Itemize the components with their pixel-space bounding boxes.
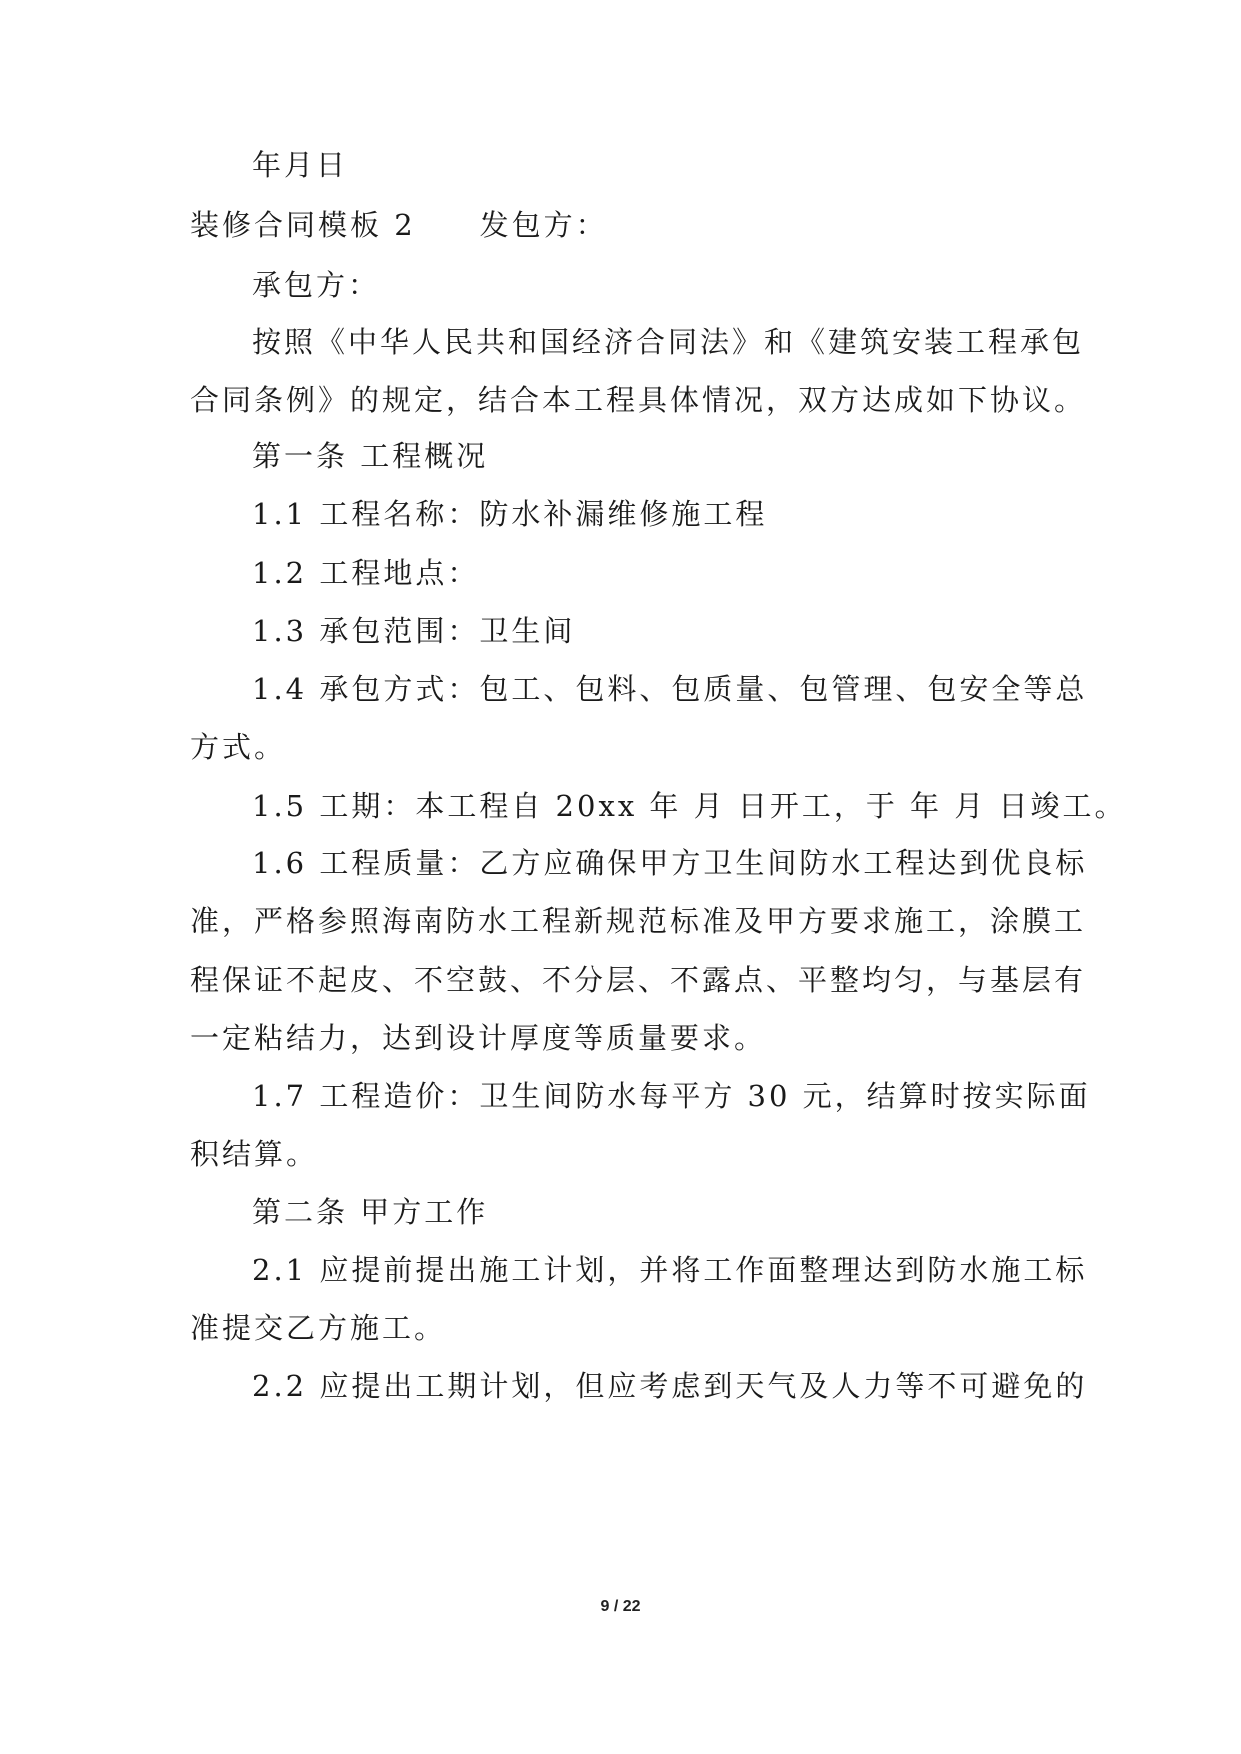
clause-line: 程保证不起皮、不空鼓、不分层、不露点、平整均匀，与基层有 xyxy=(190,963,1087,997)
clause-line: 1.2 工程地点： xyxy=(252,556,480,590)
clause-line: 1.6 工程质量：乙方应确保甲方卫生间防水工程达到优良标 xyxy=(252,846,1088,880)
paragraph-line: 按照《中华人民共和国经济合同法》和《建筑安装工程承包 xyxy=(252,325,1085,359)
contractor-line: 承包方： xyxy=(252,268,381,302)
paragraph-line: 合同条例》的规定，结合本工程具体情况，双方达成如下协议。 xyxy=(190,383,1087,417)
page-number: 9 / 22 xyxy=(600,1598,641,1615)
clause-line: 1.4 承包方式：包工、包料、包质量、包管理、包安全等总 xyxy=(252,672,1088,706)
clause-line: 1.3 承包范围：卫生间 xyxy=(252,614,576,648)
clause-line: 1.1 工程名称：防水补漏维修施工程 xyxy=(252,497,768,531)
contract-title-line: 装修合同模板 2 发包方： xyxy=(190,208,608,242)
clause-line: 积结算。 xyxy=(190,1137,319,1171)
date-line: 年月日 xyxy=(252,148,349,182)
clause-line: 准，严格参照海南防水工程新规范标准及甲方要求施工，涂膜工 xyxy=(190,904,1087,938)
section-heading: 第二条 甲方工作 xyxy=(252,1195,489,1229)
section-heading: 第一条 工程概况 xyxy=(252,439,489,473)
clause-line: 2.1 应提前提出施工计划，并将工作面整理达到防水施工标 xyxy=(252,1253,1088,1287)
clause-line: 1.7 工程造价：卫生间防水每平方 30 元，结算时按实际面 xyxy=(252,1079,1091,1113)
clause-line: 2.2 应提出工期计划，但应考虑到天气及人力等不可避免的 xyxy=(252,1369,1088,1403)
clause-line: 准提交乙方施工。 xyxy=(190,1311,447,1345)
clause-line: 一定粘结力，达到设计厚度等质量要求。 xyxy=(190,1021,767,1055)
clause-line: 方式。 xyxy=(190,730,287,764)
clause-line: 1.5 工期：本工程自 20xx 年 月 日开工，于 年 月 日竣工。 xyxy=(252,789,1127,823)
